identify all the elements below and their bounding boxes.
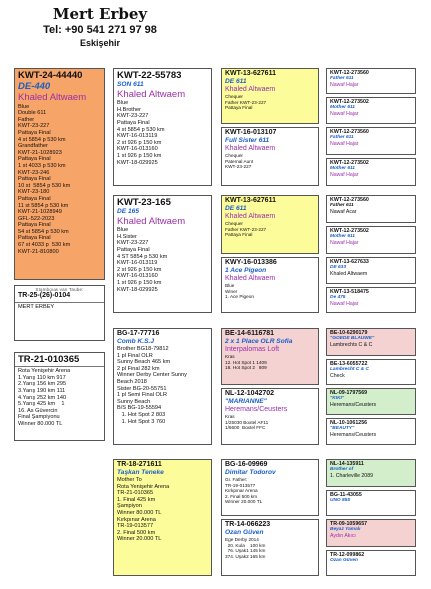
dam-details: Blue H.Sister KWT-23-227 Pattaya Final 4 ST 5854 p 530 km KWT-16-013119 2 st 926 p 150 km KWT-16-013160 1 st 926 p 150 km KWT-18-029925 — [117, 227, 168, 293]
subject-owner: Khaled Altwaem — [18, 92, 87, 104]
gen4-ring-15: TR-09-1059657 — [330, 521, 368, 527]
gen4-name-16: Ozan Güven — [330, 558, 358, 564]
gen3-name-2: Full Sister 611 — [225, 137, 270, 145]
owner-city: Eskişehir — [79, 38, 121, 48]
sire-name: SON 611 — [117, 81, 144, 89]
gen3-ring-3: KWT-13-627611 — [225, 197, 276, 204]
mother-card — [14, 352, 105, 441]
gen4-card-4 — [326, 158, 416, 186]
sire-owner: Khaled Altwaem — [117, 88, 186, 100]
maternal-dam-name: Taşkan Teneke — [117, 469, 164, 477]
gen4-ring-1: KWT-12-273560 — [330, 70, 369, 76]
gen4-ring-3: KWT-12-273560 — [330, 129, 369, 135]
gen3-ring-1: KWT-13-627611 — [225, 70, 276, 77]
maternal-dam-card — [113, 459, 212, 576]
stamp-owner: MERT ERBEY — [18, 303, 55, 310]
gen4-card-10 — [326, 359, 416, 385]
gen4-owner-15: Aydın Akıcı — [330, 532, 356, 539]
gen4-ring-9: BE-10-6290179 — [330, 330, 368, 336]
gen4-card-13 — [326, 459, 416, 487]
gen3-name-1: DE 611 — [225, 78, 247, 86]
gen3-card-3 — [221, 195, 319, 254]
gen4-owner-11: Heremans/Ceusters — [330, 401, 377, 408]
gen4-name-14: UNO 855 — [330, 498, 350, 504]
gen4-name-9: "GOEDE BLAUWE" — [330, 336, 375, 342]
gen3-owner-2: Khaled Altwaem — [225, 145, 276, 153]
gen4-owner-12: Heremans/Ceusters — [330, 431, 377, 438]
gen4-name-5: Father 611 — [330, 203, 354, 209]
gen3-owner-4: Khaled Altwaem — [225, 275, 276, 283]
breeder-stamp-card — [14, 285, 105, 341]
mother-ring: TR-21-010365 — [18, 354, 80, 365]
gen4-name-12: "BEAUTY" — [330, 426, 355, 432]
dam-owner: Khaled Altwaem — [117, 215, 186, 227]
gen3-name-3: DE 611 — [225, 205, 247, 213]
dam-card — [113, 195, 212, 313]
gen4-name-11: "KIKI" — [330, 396, 345, 402]
gen3-details-7: Gr. Father: TR-19-013577 Kırkpınar Arena 2. Final 500 km Winner 20.000 TL — [225, 477, 263, 505]
maternal-sire-card — [113, 328, 212, 445]
maternal-dam-ring: TR-18-271611 — [117, 461, 162, 468]
gen3-name-8: Ozan Güven — [225, 529, 264, 537]
gen4-card-5 — [326, 195, 416, 223]
gen3-ring-8: TR-14-066223 — [225, 521, 271, 528]
gen3-owner-5: Interpalomas Loft — [225, 346, 280, 354]
gen4-card-2 — [326, 97, 416, 124]
gen3-ring-2: KWT-16-013107 — [225, 129, 277, 136]
gen4-card-15 — [326, 519, 416, 547]
owner-name: Mert Erbey — [52, 5, 148, 23]
gen4-name-15: Beyaz Yamalı — [330, 527, 361, 533]
gen4-card-9 — [326, 328, 416, 356]
dam-ring: KWT-23-165 — [117, 197, 171, 208]
maternal-sire-ring: BG-17-77716 — [117, 330, 160, 337]
gen3-card-8 — [221, 519, 319, 576]
gen4-ring-14: BG-11-43055 — [330, 492, 362, 498]
gen4-owner-5: Nawaf Acar — [330, 208, 357, 215]
gen3-ring-4: KWY-16-013386 — [225, 259, 277, 266]
gen3-card-4 — [221, 257, 319, 313]
gen3-ring-6: NL-12-1042702 — [225, 390, 275, 397]
gen3-details-6: Kras 1/25030 Boxtel AF11 1/6600 Boxtel FFC — [225, 414, 269, 431]
gen4-card-12 — [326, 418, 416, 445]
gen4-owner-7: Khaled Altwaem — [330, 270, 368, 277]
subject-details: Blue Double 611 Father KWT-23-227 Pattaya Final 4 st 5854 p 530 km Grandfather KWT-21-1028923 Pattaya Final 1 st 4033 p 530 km KWT-23-246 Pattaya Final 10 st 5854 p 530 km KWT-23-180 Pattaya Final 11 st 5854 p 530 km KWT-21-1028949 GFL-522-2023 Pattaya Final 54 st 5854 p 530 km Pattaya Final 67 st 4033 p 530 km KWT-21-810800 — [18, 103, 71, 255]
gen3-details-5: Kras 12. Hot Spot 1 1409 18. Hot Spot 2 809 — [225, 354, 267, 371]
gen3-ring-5: BE-14-6116781 — [225, 330, 275, 337]
gen4-owner-6: Nawaf Hajar — [330, 239, 359, 246]
gen4-name-3: Father 611 — [330, 135, 354, 141]
gen4-card-8 — [326, 287, 416, 313]
gen4-ring-10: BE-13-6055722 — [330, 361, 368, 367]
gen3-name-7: Dimitar Todorov — [225, 469, 276, 477]
maternal-sire-details: Brother BG18-79812 1 pl Final OLR Sunny Beach 465 km 2 pl Final 282 km Winner Derby Center Sunny Beach 2018 Sister BG-20-55751 1 pl Semi Final OLR Sunny Beach B/S BG-19-55594 1. Hot Spot 2 803 1. Hot Spot 3 760 — [117, 346, 187, 425]
subject-ring: KWT-24-44440 — [18, 70, 83, 81]
gen4-card-14 — [326, 490, 416, 516]
gen3-card-2 — [221, 127, 319, 186]
gen4-name-7: DE 633 — [330, 265, 346, 271]
gen4-owner-1: Nawaf Hajar — [330, 81, 359, 88]
mother-details: Rota Yenişehir Arena 1.Yarış 110 km 917 2.Yarış 156 km 295 3.Yarış 190 km 111 4.Yarış 252 km 140 5.Yarış 425 km 1 16. As Güvercin Final Şampiyonu Winner 80.000 TL — [18, 368, 71, 427]
dam-name: DE 165 — [117, 208, 139, 216]
gen4-card-6 — [326, 226, 416, 254]
stamp-title: Stambouw van Taube: — [35, 287, 84, 292]
gen4-ring-8: KWT-13-518475 — [330, 289, 369, 295]
gen3-details-3: Chequer Father KWT-23-227 Pattaya Final — [225, 221, 267, 238]
sire-ring: KWT-22-55783 — [117, 70, 182, 81]
gen3-card-5 — [221, 328, 319, 385]
gen4-ring-5: KWT-12-273560 — [330, 197, 369, 203]
gen3-card-1 — [221, 68, 319, 124]
gen4-name-10: Lambrecht C & C — [330, 367, 369, 373]
gen4-name-13: Brother of — [330, 467, 354, 473]
gen4-ring-12: NL-10-1061256 — [330, 420, 368, 426]
gen4-card-16 — [326, 550, 416, 576]
gen4-card-3 — [326, 127, 416, 155]
gen4-ring-16: TR-12-099862 — [330, 552, 365, 558]
gen4-card-7 — [326, 257, 416, 284]
gen3-owner-6: Heremans/Ceusters — [225, 406, 288, 414]
gen4-owner-10: Check — [330, 372, 345, 379]
subject-name: DE-440 — [18, 81, 51, 93]
gen3-name-4: 1 Ace Pigeon — [225, 267, 267, 275]
sire-card — [113, 68, 212, 186]
gen4-ring-6: KWT-12-273502 — [330, 228, 369, 234]
gen4-card-1 — [326, 68, 416, 94]
gen4-ring-7: KWT-13-627633 — [330, 259, 369, 265]
stamp-ring: TR-25-(26)-0104 — [18, 292, 71, 300]
maternal-sire-name: Comb K.S.J — [117, 338, 155, 346]
gen3-details-1: Chequer Father KWT-23-227 Pattaya Final — [225, 94, 267, 111]
gen4-owner-3: Nawaf Hajar — [330, 140, 359, 147]
gen3-ring-7: BG-16-09969 — [225, 461, 268, 468]
gen4-owner-8: Nawaf Hajar — [330, 300, 359, 307]
gen3-details-8: Ege Derby 2014 20. Kula 100 km 76. Uşak1 145 km 374. Uşak2 165 km — [225, 537, 266, 559]
gen3-name-6: "MARIANNE" — [225, 398, 267, 406]
gen3-owner-3: Khaled Altwaem — [225, 213, 276, 221]
gen4-card-11 — [326, 388, 416, 415]
sire-details: Blue H.Brother KWT-23-227 Pattaya Final 4 st 5854 p 530 km KWT-16-013119 2 st 926 p 150 km KWT-16-013160 1 st 926 p 150 km KWT-18-029925 — [117, 100, 165, 166]
gen3-details-4: Blue Winer 1. Ace Pigeon — [225, 283, 254, 300]
gen4-ring-11: NL-09-1797569 — [330, 390, 368, 396]
gen3-owner-1: Khaled Altwaem — [225, 86, 276, 94]
owner-phone: Tel: +90 541 271 97 98 — [43, 24, 157, 36]
gen4-name-2: Mother 611 — [330, 105, 355, 111]
gen4-name-4: Mother 611 — [330, 166, 355, 172]
gen4-name-8: De 475 — [330, 295, 346, 301]
gen4-name-6: Mother 611 — [330, 234, 355, 240]
gen4-owner-9: Lambrechts C & C — [330, 341, 373, 348]
gen3-details-2: Chequer Paternal Aunt KWT-23-227 — [225, 153, 254, 170]
gen4-ring-13: NL-14-135911 — [330, 461, 364, 467]
gen4-owner-2: Nawaf Hajar — [330, 110, 359, 117]
gen4-name-1: Father 611 — [330, 76, 354, 82]
gen3-card-6 — [221, 388, 319, 445]
gen4-owner-13: 1. Charleville 2089 — [330, 472, 373, 479]
maternal-dam-details: Mother To Rota Yenişehir Arena TR-21-010365 1. Final 425 km Şampiyon Winner 80.000 TL Kırkpınar Arena TR-19-013577 2. Final 500 km Winner 20.000 TL — [117, 477, 170, 543]
gen4-ring-4: KWT-12-273502 — [330, 160, 369, 166]
gen3-name-5: 2 x 1 Place OLR Sofia — [225, 338, 293, 346]
gen4-ring-2: KWT-12-273502 — [330, 99, 369, 105]
subject-pigeon-card — [14, 68, 105, 280]
gen4-owner-4: Nawaf Hajar — [330, 171, 359, 178]
gen3-card-7 — [221, 459, 319, 516]
